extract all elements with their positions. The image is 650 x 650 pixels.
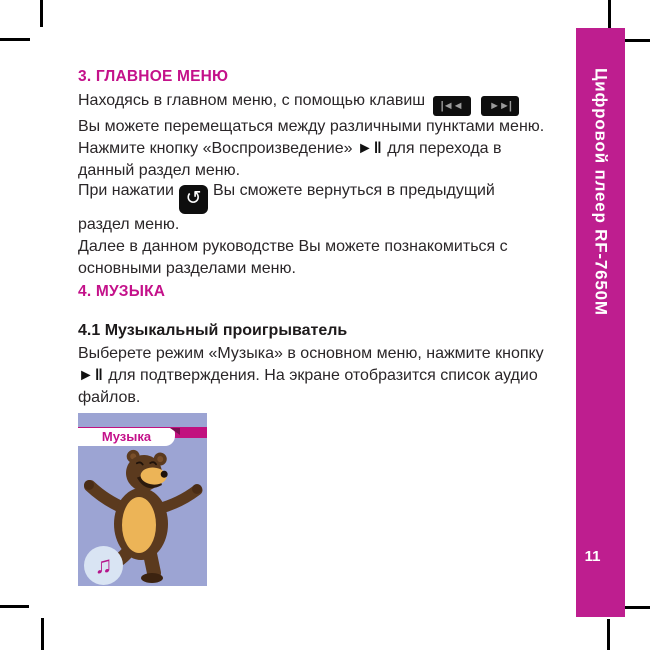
paragraph-text: для перехода в данный раздел меню.: [78, 140, 502, 179]
paragraph-main-menu-navigation: [78, 90, 546, 182]
paragraph-text: Выберете режим «Музыка» в основном меню, нажмите кнопку: [78, 345, 544, 362]
subsection-heading-music-player: 4.1 Музыкальный проигрыватель: [78, 322, 348, 339]
crop-mark-bottom-right-vertical: [607, 619, 610, 650]
paragraph-return-instruction: [78, 180, 546, 280]
crop-mark-top-left-horizontal: [0, 38, 30, 41]
previous-track-button-icon: |◄◄: [433, 96, 471, 116]
paragraph-text: Вы можете перемещаться между различными пунктами меню. Нажмите кнопку «Воспроизведение»: [78, 118, 545, 157]
crop-mark-top-left-vertical: [40, 0, 43, 27]
paragraph-text: Вы сможете вернуться в предыдущий раздел меню.: [78, 182, 495, 233]
sidebar-band: [576, 28, 625, 617]
device-screen-illustration: [78, 413, 207, 586]
return-button-icon: ↺: [179, 185, 208, 214]
crop-mark-bottom-left-horizontal: [0, 605, 29, 608]
crop-mark-top-right-vertical: [608, 0, 611, 28]
play-pause-icon: ►‖: [356, 140, 383, 157]
crop-mark-bottom-left-vertical: [41, 618, 44, 650]
page-number: 11: [584, 548, 601, 565]
paragraph-text: Далее в данном руководстве Вы можете познакомиться с основными разделами меню.: [78, 238, 508, 277]
screen-menu-label: Музыка: [78, 428, 175, 446]
paragraph-text: Находясь в главном меню, с помощью клавиш: [78, 92, 426, 109]
paragraph-text: При нажатии: [78, 182, 174, 199]
screen-label-notch: [170, 428, 180, 435]
section-heading-music: 4. МУЗЫКА: [78, 283, 166, 300]
section-heading-main-menu: 3. ГЛАВНОЕ МЕНЮ: [78, 68, 229, 85]
paragraph-music-mode: [78, 343, 546, 409]
music-note-icon: ♫: [84, 546, 123, 585]
paragraph-text: для подтверждения. На экране отобразится список аудио файлов.: [78, 367, 538, 406]
play-pause-icon: ►‖: [78, 367, 104, 384]
next-track-button-icon: ►►|: [481, 96, 519, 116]
paragraph-line-group: [78, 180, 546, 236]
sidebar-product-title: Цифровой плеер RF-7650M: [591, 68, 611, 316]
